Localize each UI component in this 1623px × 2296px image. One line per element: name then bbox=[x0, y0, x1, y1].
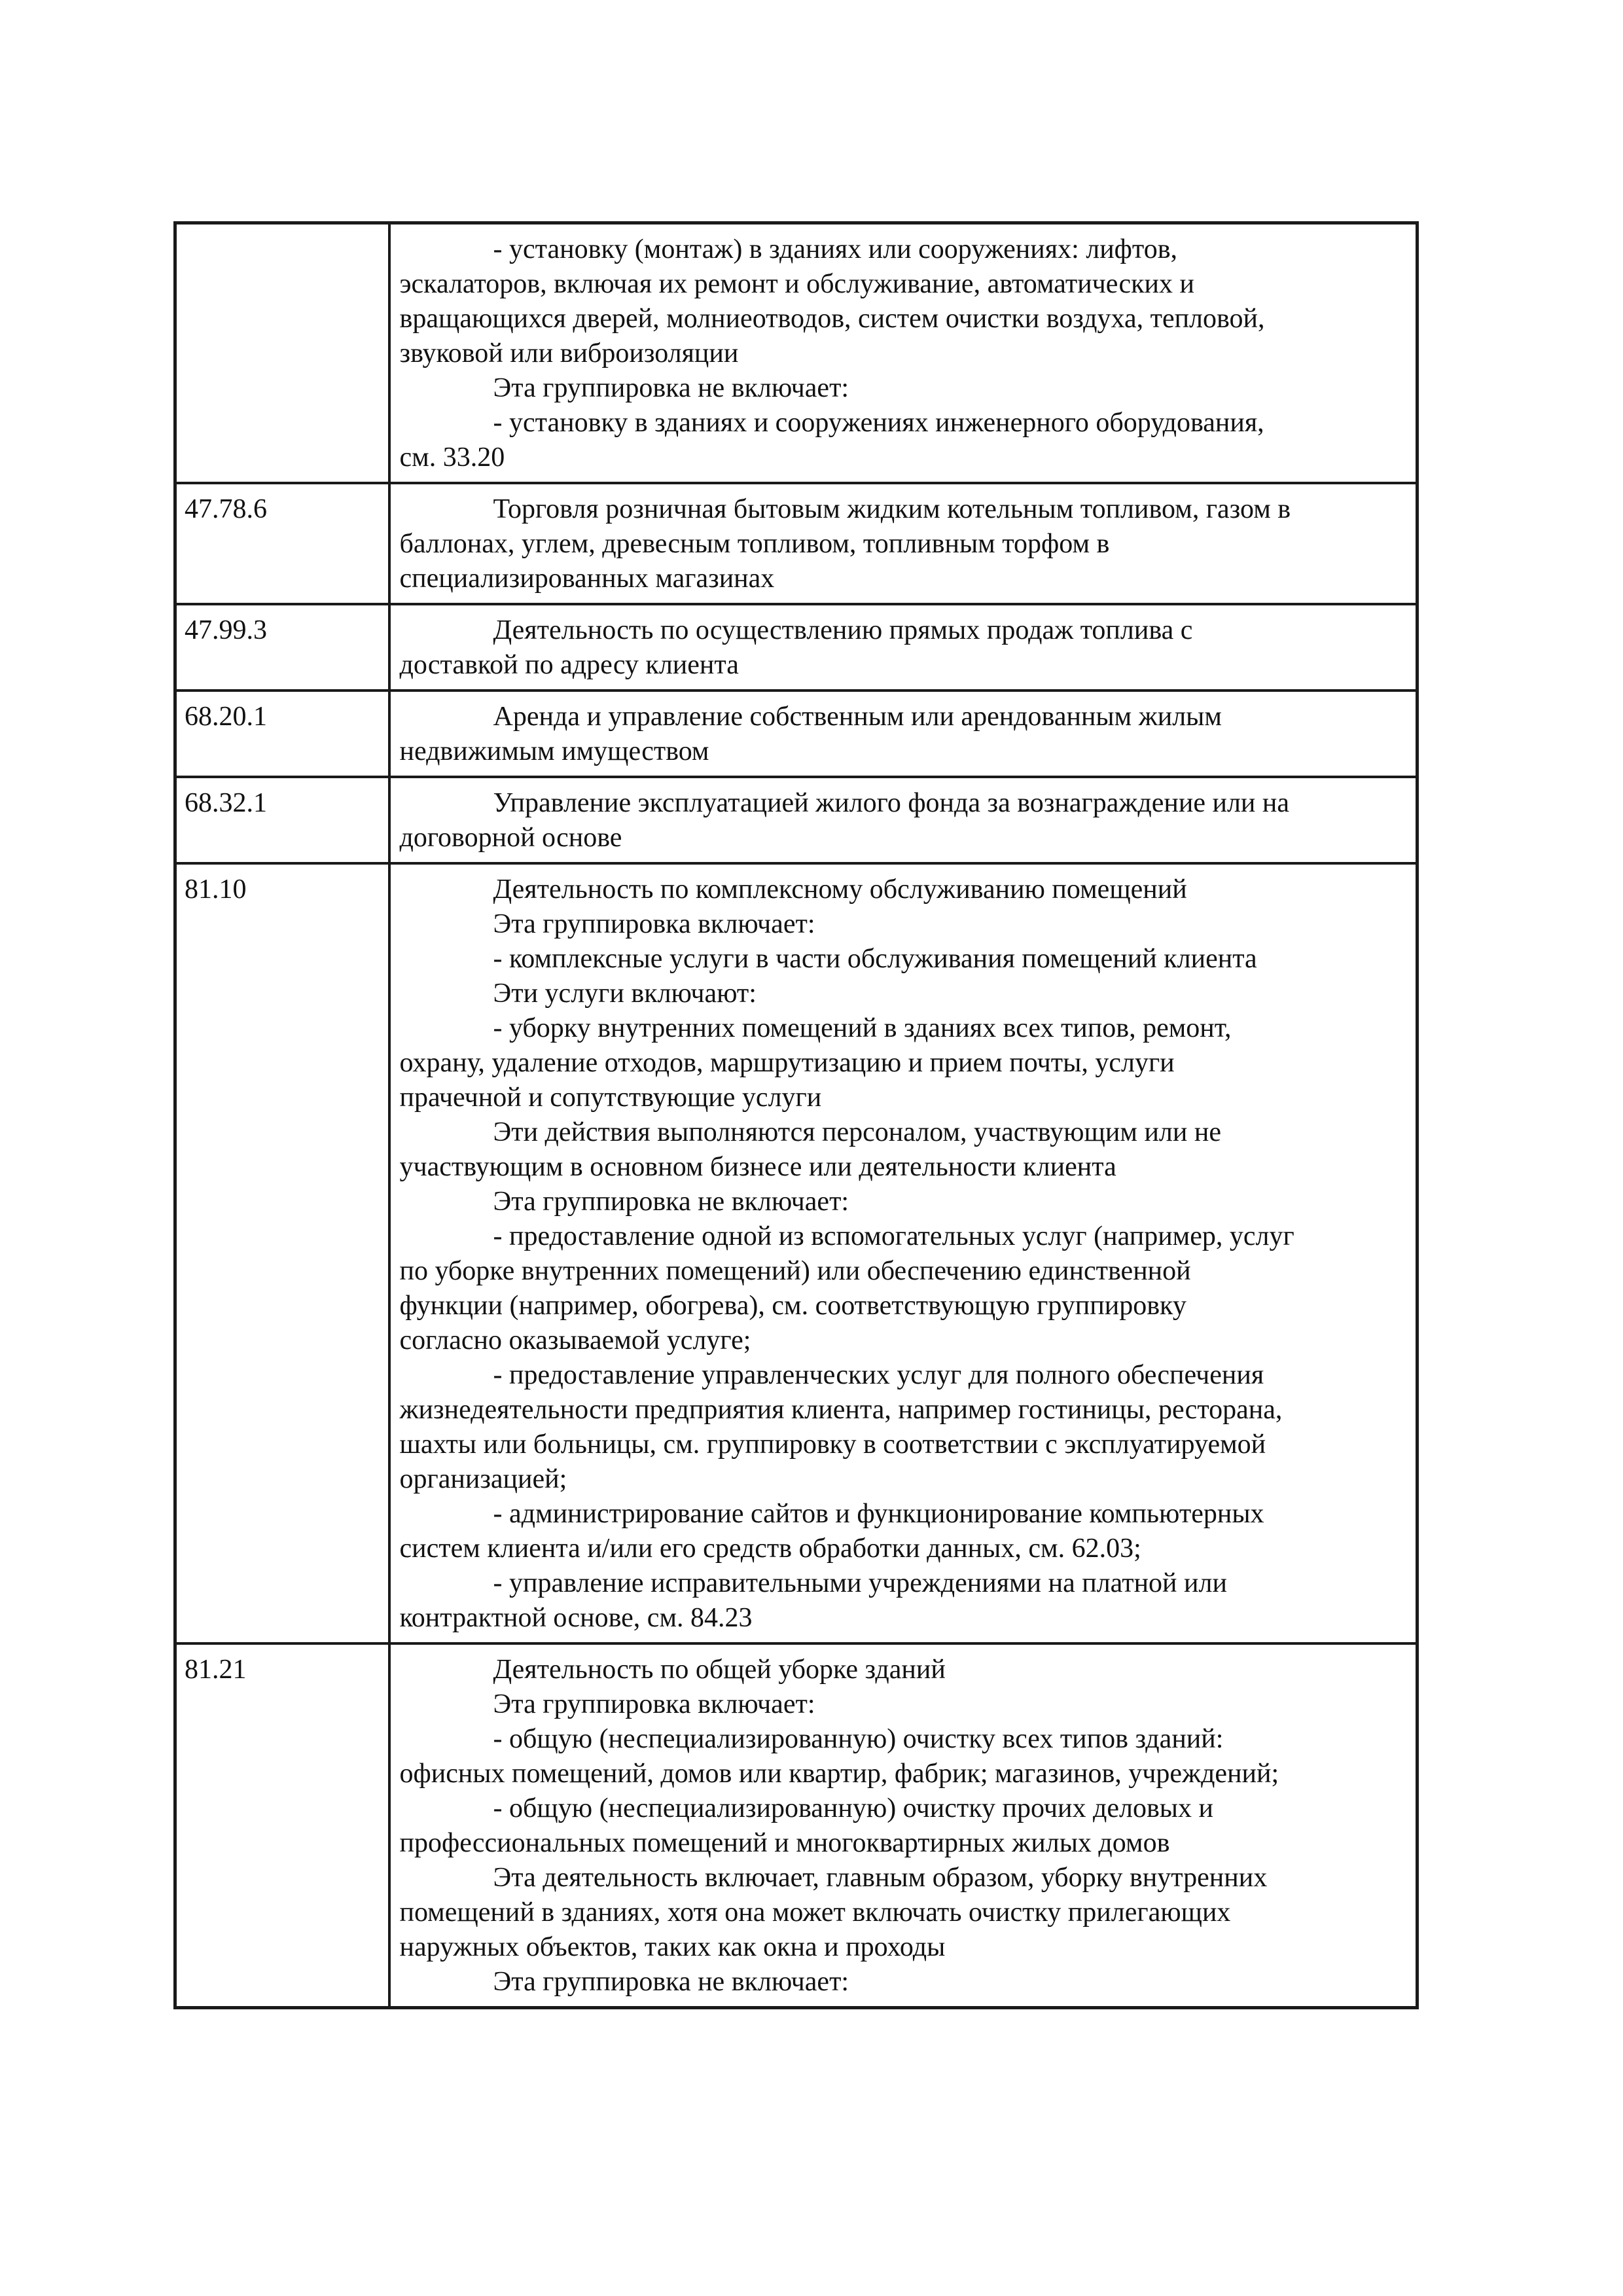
activity-code-cell bbox=[175, 777, 389, 863]
description-line: - общую (неспециализированную) очистку прочих деловых и bbox=[493, 1793, 1213, 1823]
table-body bbox=[175, 223, 1418, 2008]
description-line: договорной основе bbox=[399, 823, 622, 853]
activity-code: 81.10 bbox=[185, 874, 247, 905]
description-line: Эта деятельность включает, главным образом, уборку внутренних bbox=[493, 1863, 1268, 1893]
description-line: - общую (неспециализированную) очистку всех типов зданий: bbox=[493, 1724, 1224, 1754]
table-row bbox=[175, 691, 1418, 777]
activity-description-cell bbox=[389, 863, 1418, 1643]
description-line: звуковой или виброизоляции bbox=[399, 338, 739, 368]
activity-description-cell bbox=[389, 223, 1418, 484]
description-line: Эта группировка включает: bbox=[493, 909, 815, 939]
description-line: Эта группировка не включает: bbox=[493, 373, 849, 403]
description-line: охрану, удаление отходов, маршрутизацию и прием почты, услуги bbox=[399, 1048, 1175, 1078]
description-line: Эти услуги включают: bbox=[493, 978, 757, 1009]
table-row bbox=[175, 863, 1418, 1643]
description-line: доставкой по адресу клиента bbox=[399, 650, 739, 680]
description-line: участвующим в основном бизнесе или деятельности клиента bbox=[399, 1152, 1116, 1182]
table-row bbox=[175, 604, 1418, 691]
description-line: - установку в зданиях и сооружениях инженерного оборудования, bbox=[493, 408, 1264, 438]
activity-description-cell bbox=[389, 604, 1418, 691]
description-line: Эта группировка не включает: bbox=[493, 1967, 849, 1997]
description-line: Деятельность по комплексному обслуживанию помещений bbox=[493, 874, 1187, 905]
activity-code-cell bbox=[175, 483, 389, 604]
description-line: вращающихся дверей, молниеотводов, систем очистки воздуха, тепловой, bbox=[399, 304, 1265, 334]
description-line: контрактной основе, см. 84.23 bbox=[399, 1603, 753, 1633]
table-row bbox=[175, 223, 1418, 484]
description-line: наружных объектов, таких как окна и проходы bbox=[399, 1932, 946, 1962]
activity-code-cell bbox=[175, 223, 389, 484]
table-row bbox=[175, 483, 1418, 604]
description-line: специализированных магазинах bbox=[399, 564, 775, 594]
description-line: профессиональных помещений и многоквартирных жилых домов bbox=[399, 1828, 1170, 1858]
description-line: - администрирование сайтов и функционирование компьютерных bbox=[493, 1499, 1264, 1529]
activity-code-cell bbox=[175, 863, 389, 1643]
description-line: - предоставление одной из вспомогательных услуг (например, услуг bbox=[493, 1221, 1294, 1251]
description-line: - предоставление управленческих услуг для полного обеспечения bbox=[493, 1360, 1264, 1390]
activity-description-cell bbox=[389, 1643, 1418, 2008]
activity-code: 68.32.1 bbox=[185, 788, 267, 818]
description-line: офисных помещений, домов или квартир, фабрик; магазинов, учреждений; bbox=[399, 1759, 1279, 1789]
description-line: жизнедеятельности предприятия клиента, например гостиницы, ресторана, bbox=[399, 1395, 1283, 1425]
description-line: Управление эксплуатацией жилого фонда за вознаграждение или на bbox=[493, 788, 1290, 818]
description-line: - уборку внутренних помещений в зданиях всех типов, ремонт, bbox=[493, 1013, 1232, 1043]
activity-description-cell bbox=[389, 777, 1418, 863]
activity-code-cell bbox=[175, 604, 389, 691]
description-line: помещений в зданиях, хотя она может включать очистку прилегающих bbox=[399, 1897, 1231, 1928]
description-line: баллонах, углем, древесным топливом, топливным торфом в bbox=[399, 529, 1110, 559]
description-line: - комплексные услуги в части обслуживания помещений клиента bbox=[493, 944, 1257, 974]
description-line: Эта группировка не включает: bbox=[493, 1187, 849, 1217]
description-line: систем клиента и/или его средств обработки данных, см. 62.03; bbox=[399, 1534, 1141, 1564]
description-line: по уборке внутренних помещений) или обеспечению единственной bbox=[399, 1256, 1191, 1286]
activity-description-cell bbox=[389, 691, 1418, 777]
description-line: согласно оказываемой услуге; bbox=[399, 1325, 751, 1355]
activity-code-cell bbox=[175, 1643, 389, 2008]
activity-code-cell bbox=[175, 691, 389, 777]
description-line: эскалаторов, включая их ремонт и обслуживание, автоматических и bbox=[399, 269, 1194, 299]
activity-code: 47.78.6 bbox=[185, 494, 267, 524]
description-line: - установку (монтаж) в зданиях или сооружениях: лифтов, bbox=[493, 234, 1178, 264]
description-line: прачечной и сопутствующие услуги bbox=[399, 1083, 822, 1113]
activity-description-cell bbox=[389, 483, 1418, 604]
description-line: шахты или больницы, см. группировку в соответствии с эксплуатируемой bbox=[399, 1429, 1266, 1460]
description-line: недвижимым имуществом bbox=[399, 736, 709, 766]
description-line: - управление исправительными учреждениями на платной или bbox=[493, 1568, 1227, 1598]
classifier-table bbox=[173, 221, 1419, 2009]
description-line: см. 33.20 bbox=[399, 442, 505, 473]
description-line: Торговля розничная бытовым жидким котельным топливом, газом в bbox=[493, 494, 1291, 524]
activity-code: 81.21 bbox=[185, 1655, 247, 1685]
table-row bbox=[175, 1643, 1418, 2008]
activity-code: 47.99.3 bbox=[185, 615, 267, 645]
description-line: Эти действия выполняются персоналом, участвующим или не bbox=[493, 1117, 1221, 1147]
description-line: Деятельность по осуществлению прямых продаж топлива с bbox=[493, 615, 1193, 645]
description-line: Аренда и управление собственным или арендованным жилым bbox=[493, 702, 1222, 732]
description-line: функции (например, обогрева), см. соответствующую группировку bbox=[399, 1291, 1186, 1321]
description-line: Деятельность по общей уборке зданий bbox=[493, 1655, 946, 1685]
activity-code: 68.20.1 bbox=[185, 702, 267, 732]
description-line: организацией; bbox=[399, 1464, 567, 1494]
description-line: Эта группировка включает: bbox=[493, 1689, 815, 1719]
table-row bbox=[175, 777, 1418, 863]
